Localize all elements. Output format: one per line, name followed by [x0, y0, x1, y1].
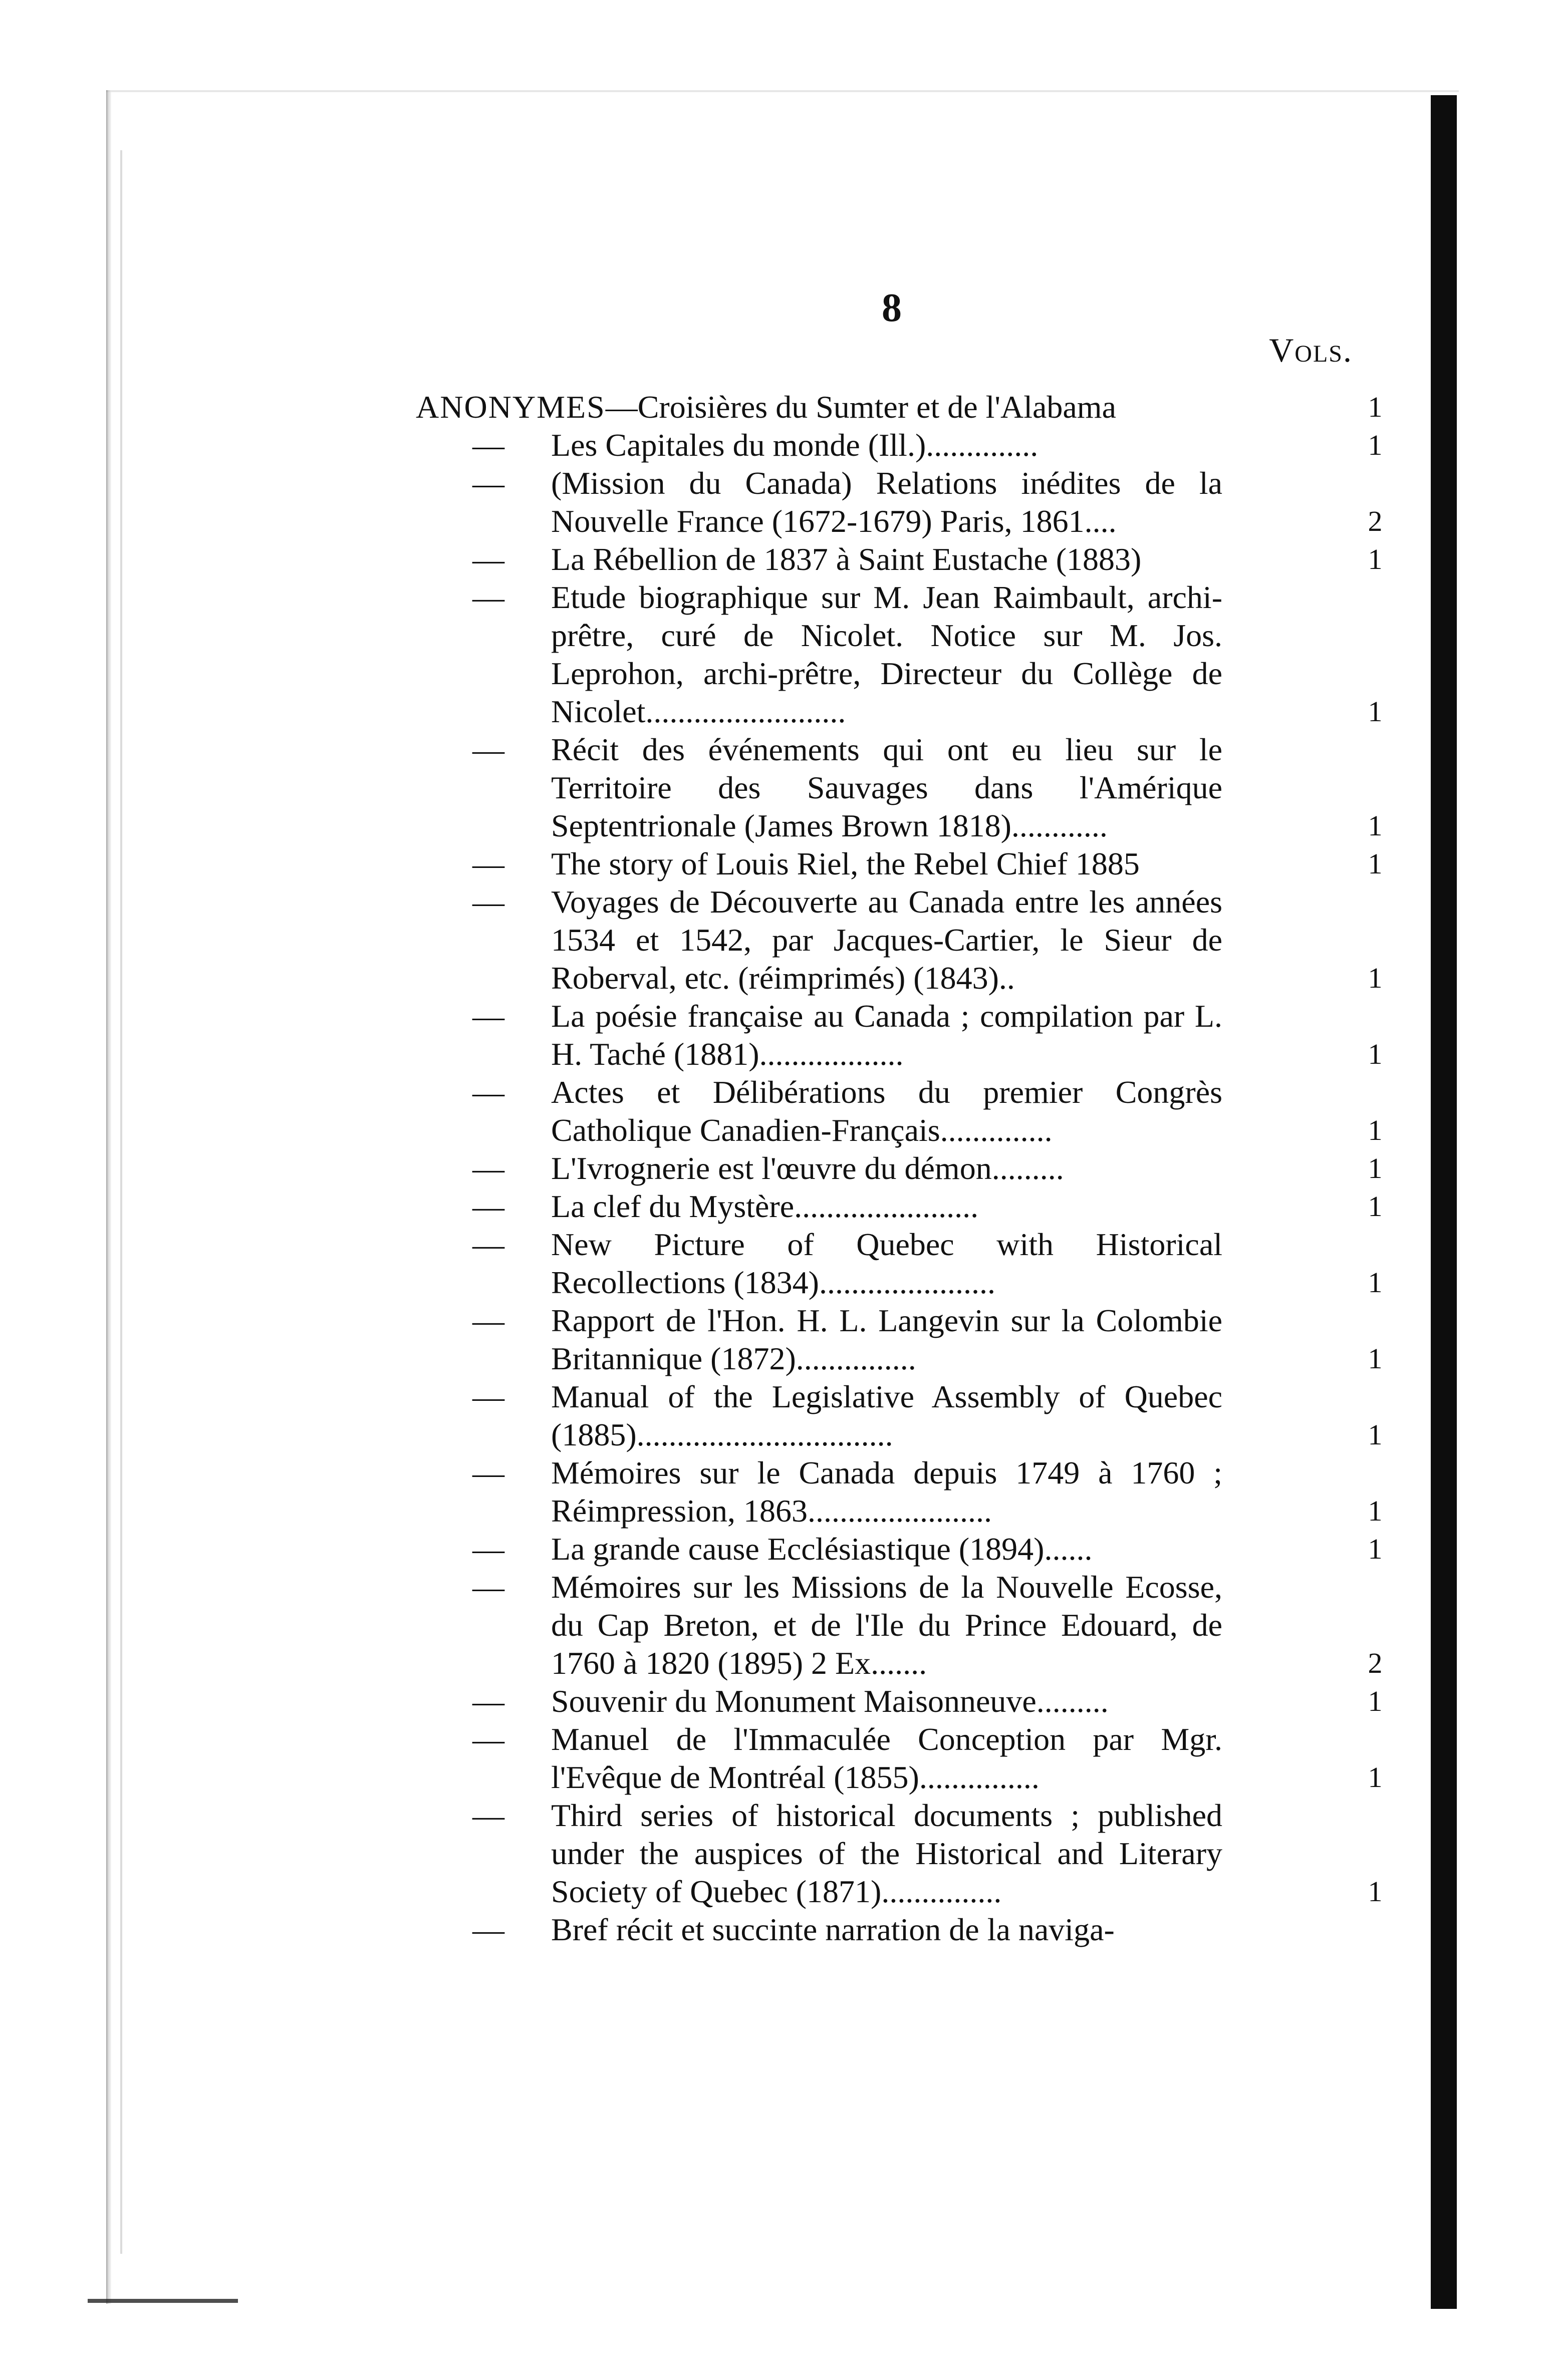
- volume-count: 1: [1368, 1875, 1383, 1908]
- catalogue-entry: [416, 1911, 1418, 1949]
- scan-edge-right: [1431, 95, 1457, 2309]
- ditto-dash: —: [472, 1798, 504, 1833]
- catalogue-entry: [416, 1682, 1418, 1720]
- entry-title: Rapport de l'Hon. H. L. Langevin sur la Colombie Britannique (1872)...............: [551, 1303, 1222, 1376]
- volume-count: 1: [1368, 1418, 1383, 1451]
- scan-edge-left: [106, 90, 111, 2304]
- volume-count: 1: [1368, 1495, 1383, 1527]
- entry-title-block: [551, 1454, 1222, 1530]
- ditto-dash: —: [472, 1455, 504, 1491]
- ditto-dash: —: [472, 1721, 504, 1757]
- entry-title-block: [551, 464, 1222, 540]
- volume-count: 1: [1368, 1685, 1383, 1717]
- entry-title-block: [551, 1911, 1222, 1949]
- author-heading: ANONYMES: [416, 389, 606, 425]
- catalogue-entry: [416, 426, 1418, 464]
- catalogue-entry: [416, 1073, 1418, 1149]
- volume-count: 1: [1368, 1533, 1383, 1565]
- volume-count: 1: [1368, 1761, 1383, 1794]
- volume-count: 1: [1368, 1038, 1383, 1070]
- catalogue-entry: [416, 1378, 1418, 1454]
- entry-title-block: [551, 578, 1222, 731]
- entry-title-block: [416, 388, 1222, 426]
- ditto-dash: —: [472, 1150, 504, 1186]
- catalogue-entry: [416, 540, 1418, 578]
- entry-title: Voyages de Découverte au Canada entre les années 1534 et 1542, par Jacques-Cartier, le Sieur de Roberval, etc. (réimprimés) (1843)..: [551, 884, 1222, 996]
- entry-title: (Mission du Canada) Relations inédites de la Nouvelle France (1672-1679) Paris, 1861....: [551, 465, 1222, 539]
- entry-title: Les Capitales du monde (Ill.)..............: [551, 427, 1039, 463]
- volume-count: 1: [1368, 1114, 1383, 1146]
- entry-title: Souvenir du Monument Maisonneuve.........: [551, 1683, 1109, 1719]
- volume-count: 1: [1368, 391, 1383, 423]
- ditto-dash: —: [472, 1379, 504, 1414]
- catalogue-entry: [416, 1302, 1418, 1378]
- ditto-dash: —: [472, 884, 504, 920]
- ditto-dash: —: [472, 1683, 504, 1719]
- ditto-dash: —: [472, 1188, 504, 1224]
- volume-count: 2: [1368, 505, 1383, 537]
- volume-count: 1: [1368, 847, 1383, 880]
- volume-count: 1: [1368, 695, 1383, 728]
- catalogue-entries: [416, 388, 1418, 1949]
- catalogue-entry: [416, 1454, 1418, 1530]
- entry-title-block: [551, 1682, 1222, 1720]
- ditto-dash: —: [472, 846, 504, 881]
- catalogue-entry: [416, 1568, 1418, 1682]
- volume-count: 1: [1368, 962, 1383, 994]
- entry-title-block: [551, 1720, 1222, 1797]
- volume-count: 1: [1368, 429, 1383, 461]
- entry-title-block: [551, 1226, 1222, 1302]
- ditto-dash: —: [472, 998, 504, 1034]
- ditto-dash: —: [472, 1531, 504, 1567]
- volume-count: 2: [1368, 1647, 1383, 1679]
- entry-title-block: [551, 540, 1222, 578]
- entry-title: La clef du Mystère.......................: [551, 1188, 979, 1224]
- catalogue-entry: [416, 997, 1418, 1073]
- entry-title: La Rébellion de 1837 à Saint Eustache (1883): [551, 541, 1142, 577]
- catalogue-entry: [416, 845, 1418, 883]
- entry-title-block: [551, 1797, 1222, 1911]
- ditto-dash: —: [472, 427, 504, 463]
- entry-title: Bref récit et succinte narration de la naviga-: [551, 1912, 1115, 1947]
- scan-edge-top: [106, 90, 1459, 92]
- entry-title-block: [551, 1149, 1222, 1187]
- entry-title-block: [551, 845, 1222, 883]
- ditto-dash: —: [472, 579, 504, 615]
- entry-title: Mémoires sur les Missions de la Nouvelle Ecosse, du Cap Breton, et de l'Ile du Prince Edouard, de 1760 à 1820 (1895) 2 Ex.......: [551, 1569, 1222, 1681]
- entry-title: Manual of the Legislative Assembly of Quebec (1885)................................: [551, 1379, 1222, 1452]
- ditto-dash: —: [472, 732, 504, 767]
- vols-column-header: Vols.: [1269, 331, 1353, 369]
- catalogue-entry: [416, 1797, 1418, 1911]
- volume-count: 1: [1368, 1152, 1383, 1184]
- volume-count: 1: [1368, 1342, 1383, 1375]
- entry-title-block: [551, 1302, 1222, 1378]
- entry-title: Mémoires sur le Canada depuis 1749 à 1760 ; Réimpression, 1863.......................: [551, 1455, 1222, 1529]
- entry-title-block: [551, 1073, 1222, 1149]
- entry-title-block: [551, 1568, 1222, 1682]
- entry-title: —Croisières du Sumter et de l'Alabama: [605, 389, 1116, 425]
- catalogue-entry: [416, 883, 1418, 997]
- catalogue-entry: [416, 1149, 1418, 1187]
- catalogue-entry: [416, 1720, 1418, 1797]
- entry-title: La poésie française au Canada ; compilation par L. H. Taché (1881)..................: [551, 998, 1222, 1072]
- catalogue-entry: [416, 578, 1418, 731]
- volume-count: 1: [1368, 1190, 1383, 1223]
- catalogue-entry: [416, 388, 1418, 426]
- entry-title: New Picture of Quebec with Historical Recollections (1834)......................: [551, 1227, 1222, 1300]
- entry-title-block: [551, 426, 1222, 464]
- ditto-dash: —: [472, 465, 504, 501]
- catalogue-entry: [416, 1187, 1418, 1226]
- entry-title-block: [551, 1187, 1222, 1226]
- page-number: 8: [882, 286, 902, 330]
- volume-count: 1: [1368, 809, 1383, 842]
- entry-title-block: [551, 883, 1222, 997]
- ditto-dash: —: [472, 541, 504, 577]
- ditto-dash: —: [472, 1227, 504, 1262]
- volume-count: 1: [1368, 543, 1383, 575]
- entry-title: Récit des événements qui ont eu lieu sur le Territoire des Sauvages dans l'Amérique Septentrionale (James Brown 1818)............: [551, 732, 1222, 843]
- catalogue-entry: [416, 1226, 1418, 1302]
- catalogue-entry: [416, 731, 1418, 845]
- entry-title: Etude biographique sur M. Jean Raimbault, archi-prêtre, curé de Nicolet. Notice sur M. Jos. Leprohon, archi-prêtre, Directeur du Collège de Nicolet.........................: [551, 579, 1222, 729]
- entry-title: Third series of historical documents ; published under the auspices of the Historical and Literary Society of Quebec (1871)...............: [551, 1798, 1222, 1909]
- entry-title-block: [551, 731, 1222, 845]
- catalogue-entry: [416, 464, 1418, 540]
- ditto-dash: —: [472, 1303, 504, 1338]
- catalogue-entry: [416, 1530, 1418, 1568]
- ditto-dash: —: [472, 1912, 504, 1947]
- entry-title: Manuel de l'Immaculée Conception par Mgr. l'Evêque de Montréal (1855)...............: [551, 1721, 1222, 1795]
- ditto-dash: —: [472, 1569, 504, 1605]
- entry-title-block: [551, 1378, 1222, 1454]
- scan-edge-bottom: [88, 2299, 238, 2303]
- entry-title: The story of Louis Riel, the Rebel Chief 1885: [551, 846, 1140, 881]
- ditto-dash: —: [472, 1074, 504, 1110]
- entry-title: L'Ivrognerie est l'œuvre du démon.........: [551, 1150, 1064, 1186]
- entry-title-block: [551, 997, 1222, 1073]
- entry-title-block: [551, 1530, 1222, 1568]
- entry-title: Actes et Délibérations du premier Congrès Catholique Canadien-Français..............: [551, 1074, 1222, 1148]
- entry-title: La grande cause Ecclésiastique (1894)......: [551, 1531, 1093, 1567]
- scan-edge-left-inner: [120, 150, 122, 2254]
- volume-count: 1: [1368, 1266, 1383, 1299]
